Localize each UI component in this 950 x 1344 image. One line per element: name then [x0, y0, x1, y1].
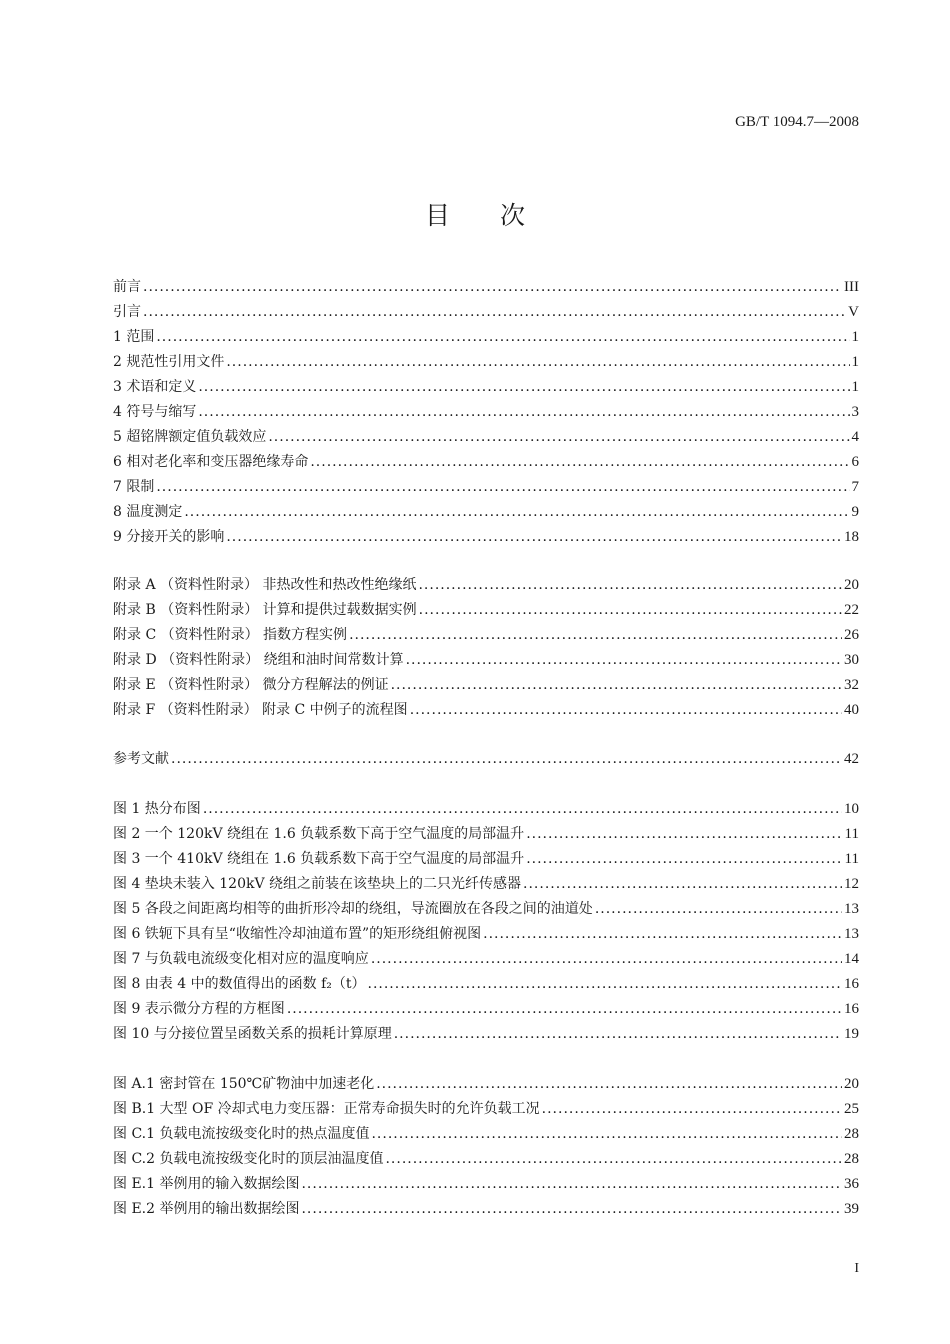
toc-entry-label: 图 7 与负载电流级变化相对应的温度响应 [113, 951, 369, 967]
toc-entry[interactable] [113, 1022, 859, 1047]
toc-leader-dots [226, 525, 842, 550]
toc-entry-page: 13 [844, 926, 859, 942]
toc-entry-label: 图 C.1 负载电流按级变化时的热点温度值 [113, 1126, 370, 1142]
toc-entry-label: 图 8 由表 4 中的数值得出的函数 f₂（t） [113, 976, 366, 992]
toc-entry-label: 5 超铭牌额定值负载效应 [113, 429, 267, 445]
toc-entry-page: III [844, 279, 859, 295]
toc-entry[interactable] [113, 698, 859, 723]
toc-entry[interactable] [113, 400, 859, 425]
toc-entry-label: 6 相对老化率和变压器绝缘寿命 [113, 454, 309, 470]
toc-leader-dots [143, 275, 842, 300]
toc-entry[interactable] [113, 648, 859, 673]
toc-entry[interactable] [113, 1197, 859, 1222]
toc-leader-dots [156, 475, 849, 500]
toc-entry-label: 附录 E （资料性附录） 微分方程解法的例证 [113, 677, 389, 693]
toc-reference-section [113, 747, 859, 772]
toc-entry-label: 图 E.1 举例用的输入数据绘图 [113, 1176, 300, 1192]
toc-entry[interactable] [113, 797, 859, 822]
toc-entry-label: 2 规范性引用文件 [113, 354, 225, 370]
toc-entry-page: 42 [844, 751, 859, 767]
toc-entry-label: 图 9 表示微分方程的方框图 [113, 1001, 285, 1017]
toc-entry[interactable] [113, 997, 859, 1022]
toc-entry-page: 19 [844, 1026, 859, 1042]
toc-entry-label: 图 C.2 负载电流按级变化时的顶层油温度值 [113, 1151, 384, 1167]
toc-leader-dots [523, 872, 842, 897]
toc-annex-figure-section [113, 1072, 859, 1222]
toc-entry-label: 图 E.2 举例用的输出数据绘图 [113, 1201, 300, 1217]
toc-entry[interactable] [113, 475, 859, 500]
toc-leader-dots [198, 400, 849, 425]
toc-entry-page: 11 [844, 851, 859, 867]
toc-leader-dots [184, 500, 849, 525]
toc-leader-dots [410, 698, 842, 723]
toc-entry-page: V [848, 304, 859, 320]
toc-entry[interactable] [113, 897, 859, 922]
toc-leader-dots [310, 450, 849, 475]
toc-entry-page: 9 [851, 504, 859, 520]
page-title: 目次 [424, 201, 575, 230]
toc-leader-dots [203, 797, 842, 822]
toc-entry-label: 附录 A （资料性附录） 非热改性和热改性绝缘纸 [113, 577, 417, 593]
toc-leader-dots [385, 1147, 842, 1172]
toc-entry-page: 10 [844, 801, 859, 817]
toc-leader-dots [526, 847, 842, 872]
toc-entry-page: 14 [844, 951, 859, 967]
toc-entry-label: 7 限制 [113, 479, 155, 495]
toc-entry[interactable] [113, 450, 859, 475]
toc-entry-page: 28 [844, 1151, 859, 1167]
toc-entry[interactable] [113, 1097, 859, 1122]
toc-entry-page: 11 [844, 826, 859, 842]
toc-entry-label: 附录 D （资料性附录） 绕组和油时间常数计算 [113, 652, 404, 668]
toc-leader-dots [198, 375, 849, 400]
toc-leader-dots [349, 623, 842, 648]
toc-entry[interactable] [113, 500, 859, 525]
toc-entry-page: 36 [844, 1176, 859, 1192]
toc-entry-page: 40 [844, 702, 859, 718]
page-number: I [854, 1261, 859, 1276]
toc-annex-section [113, 573, 859, 723]
toc-leader-dots [371, 1122, 842, 1147]
toc-entry-page: 1 [851, 379, 859, 395]
toc-entry[interactable] [113, 375, 859, 400]
toc-entry-page: 12 [844, 876, 859, 892]
toc-entry[interactable] [113, 350, 859, 375]
toc-entry-page: 22 [844, 602, 859, 618]
toc-leader-dots [406, 648, 842, 673]
toc-entry-label: 图 1 热分布图 [113, 801, 201, 817]
toc-entry-page: 28 [844, 1126, 859, 1142]
toc-entry[interactable] [113, 972, 859, 997]
toc-entry[interactable] [113, 847, 859, 872]
toc-entry-page: 30 [844, 652, 859, 668]
toc-entry-page: 20 [844, 577, 859, 593]
toc-leader-dots [171, 747, 842, 772]
toc-entry-label: 图 2 一个 120kV 绕组在 1.6 负载系数下高于空气温度的局部温升 [113, 826, 525, 842]
toc-entry[interactable] [113, 947, 859, 972]
toc-leader-dots [143, 300, 846, 325]
toc-leader-dots [226, 350, 849, 375]
toc-entry[interactable] [113, 1147, 859, 1172]
toc-leader-dots [301, 1197, 842, 1222]
toc-entry-page: 32 [844, 677, 859, 693]
toc-entry-page: 25 [844, 1101, 859, 1117]
toc-entry-label: 前言 [113, 279, 141, 295]
toc-entry[interactable] [113, 425, 859, 450]
toc-entry-page: 13 [844, 901, 859, 917]
toc-entry[interactable] [113, 747, 859, 772]
toc-entry-page: 4 [851, 429, 859, 445]
toc-entry-page: 39 [844, 1201, 859, 1217]
toc-entry-page: 18 [844, 529, 859, 545]
toc-entry-page: 26 [844, 627, 859, 643]
toc-entry-page: 3 [851, 404, 859, 420]
toc-entry[interactable] [113, 325, 859, 350]
toc-entry-label: 图 5 各段之间距离均相等的曲折形冷却的绕组，导流圈放在各段之间的油道处 [113, 901, 593, 917]
toc-entry-page: 16 [844, 1001, 859, 1017]
toc-leader-dots [391, 673, 842, 698]
toc-leader-dots [371, 947, 842, 972]
toc-entry[interactable] [113, 1122, 859, 1147]
toc-entry[interactable] [113, 1072, 859, 1097]
toc-entry-label: 8 温度测定 [113, 504, 183, 520]
toc-entry-label: 附录 C （资料性附录） 指数方程实例 [113, 627, 348, 643]
toc-entry-page: 20 [844, 1076, 859, 1092]
toc-entry-label: 附录 B （资料性附录） 计算和提供过载数据实例 [113, 602, 417, 618]
toc-entry-page: 7 [851, 479, 859, 495]
toc-entry-label: 附录 F （资料性附录） 附录 C 中例子的流程图 [113, 702, 408, 718]
toc-entry[interactable] [113, 623, 859, 648]
toc-entry[interactable] [113, 1172, 859, 1197]
toc-entry-label: 图 4 垫块未装入 120kV 绕组之前装在该垫块上的二只光纤传感器 [113, 876, 522, 892]
toc-entry-page: 16 [844, 976, 859, 992]
toc-entry-label: 9 分接开关的影响 [113, 529, 225, 545]
toc-entry-label: 引言 [113, 304, 141, 320]
toc-entry[interactable] [113, 275, 859, 300]
toc-entry[interactable] [113, 525, 859, 550]
toc-entry[interactable] [113, 573, 859, 598]
toc-entry[interactable] [113, 822, 859, 847]
toc-leader-dots [595, 897, 842, 922]
toc-figure-section [113, 797, 859, 1047]
standard-code: GB/T 1094.7—2008 [735, 114, 859, 130]
toc-entry-label: 4 符号与缩写 [113, 404, 197, 420]
toc-entry-label: 3 术语和定义 [113, 379, 197, 395]
toc-entry[interactable] [113, 673, 859, 698]
toc-leader-dots [483, 922, 842, 947]
toc-entry-label: 图 10 与分接位置呈函数关系的损耗计算原理 [113, 1026, 392, 1042]
toc-leader-dots [394, 1022, 842, 1047]
toc-leader-dots [419, 598, 842, 623]
toc-leader-dots [301, 1172, 842, 1197]
toc-leader-dots [542, 1097, 842, 1122]
toc-entry[interactable] [113, 922, 859, 947]
toc-entry-page: 1 [851, 354, 859, 370]
toc-leader-dots [156, 325, 849, 350]
toc-leader-dots [376, 1072, 842, 1097]
toc-leader-dots [287, 997, 842, 1022]
toc-entry-label: 图 A.1 密封管在 150℃矿物油中加速老化 [113, 1076, 375, 1092]
toc-leader-dots [368, 972, 843, 997]
toc-entry-label: 参考文献 [113, 751, 169, 767]
toc-entry-label: 图 3 一个 410kV 绕组在 1.6 负载系数下高于空气温度的局部温升 [113, 851, 525, 867]
toc-entry-label: 1 范围 [113, 329, 155, 345]
toc-entry[interactable] [113, 598, 859, 623]
toc-entry-label: 图 6 铁轭下具有呈“收缩性冷却油道布置”的矩形绕组俯视图 [113, 926, 482, 942]
toc-entry[interactable] [113, 300, 859, 325]
toc-main-section [113, 275, 859, 550]
toc-leader-dots [526, 822, 842, 847]
toc-leader-dots [418, 573, 842, 598]
toc-entry[interactable] [113, 872, 859, 897]
toc-entry-page: 1 [851, 329, 859, 345]
toc-entry-page: 6 [851, 454, 859, 470]
toc-leader-dots [268, 425, 849, 450]
toc-entry-label: 图 B.1 大型 OF 冷却式电力变压器：正常寿命损失时的允许负载工况 [113, 1101, 540, 1117]
